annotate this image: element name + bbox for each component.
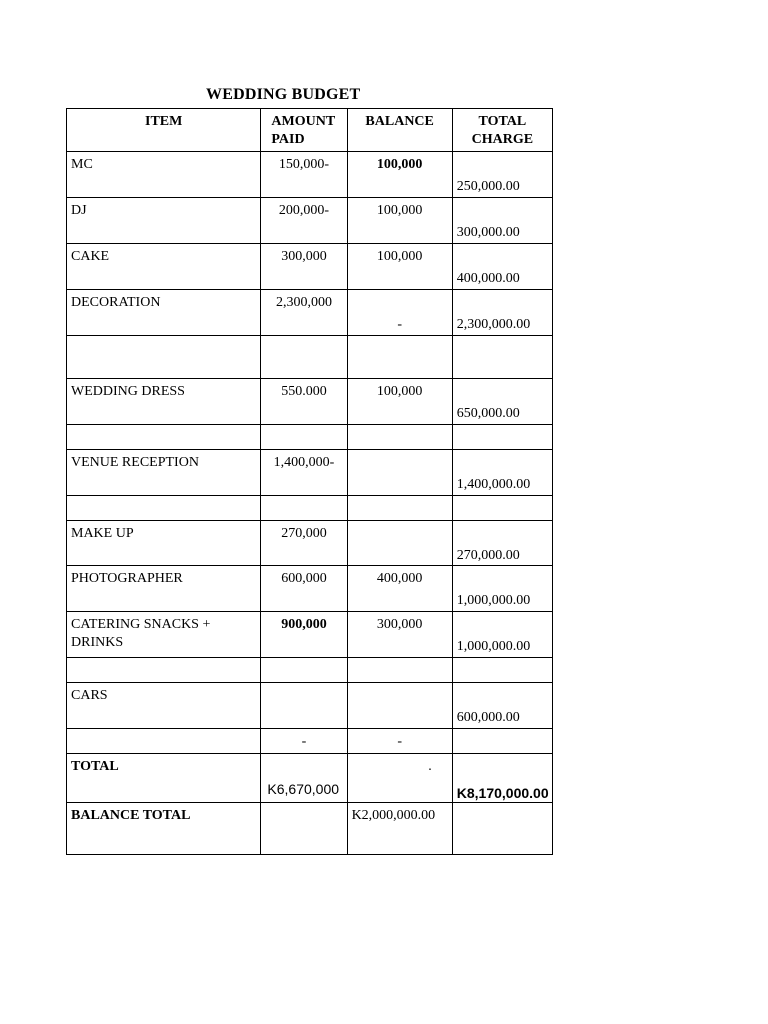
total-charge-cell: 300,000.00 [452, 198, 552, 244]
item-cell [67, 612, 261, 658]
empty-cell [261, 658, 347, 683]
empty-cell [67, 496, 261, 521]
empty-row [67, 336, 553, 379]
balance-cell: 100,000 [347, 244, 452, 290]
header-amount-paid-line1: AMOUNT [271, 114, 336, 129]
table-row [67, 152, 553, 198]
empty-cell [452, 803, 552, 855]
empty-cell [452, 729, 552, 754]
item-cell: CAKE [67, 244, 261, 290]
total-charge-value: K8,170,000.00 [452, 754, 552, 803]
amount-paid-cell: 200,000- [261, 198, 347, 244]
header-balance [347, 109, 452, 152]
empty-row [67, 425, 553, 450]
empty-cell [347, 658, 452, 683]
item-cell: CARS [67, 683, 261, 729]
header-item [67, 109, 261, 152]
empty-cell [67, 729, 261, 754]
item-cell: MAKE UP [67, 521, 261, 566]
amount-paid-cell: 1,400,000- [261, 450, 347, 496]
amount-paid-cell: 900,000 [261, 612, 347, 658]
amount-paid-cell: 270,000 [261, 521, 347, 566]
empty-cell [67, 425, 261, 450]
balance-cell: 300,000 [347, 612, 452, 658]
balance-total-label: BALANCE TOTAL [67, 803, 261, 855]
table-row [67, 244, 553, 290]
total-charge-cell: 650,000.00 [452, 379, 552, 425]
item-cell: VENUE RECEPTION [67, 450, 261, 496]
amount-paid-cell: 2,300,000 [261, 290, 347, 336]
item-cell: WEDDING DRESS [67, 379, 261, 425]
empty-cell [347, 336, 452, 379]
empty-cell [261, 336, 347, 379]
item-cell: PHOTOGRAPHER [67, 566, 261, 612]
header-total-charge [452, 109, 552, 152]
empty-row [67, 496, 553, 521]
total-charge-cell: 250,000.00 [452, 152, 552, 198]
total-charge-cell: 1,000,000.00 [452, 566, 552, 612]
empty-cell [67, 336, 261, 379]
table-row [67, 566, 553, 612]
item-cell: DECORATION [67, 290, 261, 336]
empty-cell [261, 803, 347, 855]
empty-cell [452, 336, 552, 379]
empty-cell [67, 658, 261, 683]
empty-cell [347, 425, 452, 450]
header-amount-paid-line2: PAID [271, 132, 305, 147]
item-cell: MC [67, 152, 261, 198]
total-charge-cell: 1,400,000.00 [452, 450, 552, 496]
balance-cell [347, 450, 452, 496]
amount-paid-cell: 600,000 [261, 566, 347, 612]
empty-cell [261, 496, 347, 521]
header-balance-label: BALANCE [365, 114, 434, 129]
total-row [67, 754, 553, 803]
empty-cell [452, 425, 552, 450]
header-total-charge-line1: TOTAL [478, 114, 527, 129]
balance-total-value: K2,000,000.00 [347, 803, 452, 855]
total-charge-cell: 2,300,000.00 [452, 290, 552, 336]
empty-cell [261, 425, 347, 450]
amount-paid-cell: 300,000 [261, 244, 347, 290]
header-item-label: ITEM [145, 114, 183, 129]
item-cell-line2: DRINKS [71, 635, 124, 650]
balance-cell: 100,000 [347, 379, 452, 425]
table-row [67, 198, 553, 244]
table-row [67, 612, 553, 658]
amount-paid-cell [261, 683, 347, 729]
table-row [67, 290, 553, 336]
balance-cell: - [347, 290, 452, 336]
total-charge-cell: 400,000.00 [452, 244, 552, 290]
total-label: TOTAL [67, 754, 261, 803]
balance-cell: 100,000 [347, 198, 452, 244]
balance-cell: 400,000 [347, 566, 452, 612]
table-row [67, 379, 553, 425]
item-cell-line1: CATERING SNACKS + [71, 617, 211, 632]
header-total-charge-line2: CHARGE [471, 132, 534, 147]
amount-paid-dash: - [261, 729, 347, 754]
table-row [67, 683, 553, 729]
amount-paid-cell: 150,000- [261, 152, 347, 198]
total-charge-cell: 1,000,000.00 [452, 612, 552, 658]
total-charge-cell: 600,000.00 [452, 683, 552, 729]
page-title: WEDDING BUDGET [206, 86, 361, 103]
amount-paid-cell: 550.000 [261, 379, 347, 425]
header-amount-paid [261, 109, 347, 152]
balance-dash: - [347, 729, 452, 754]
table-row [67, 521, 553, 566]
table-row [67, 450, 553, 496]
total-charge-cell: 270,000.00 [452, 521, 552, 566]
balance-cell [347, 683, 452, 729]
balance-total-row [67, 803, 553, 855]
empty-cell [347, 496, 452, 521]
total-amount-paid: K6,670,000 [261, 754, 347, 803]
wedding-budget-table [66, 108, 553, 855]
total-balance-mark: . [347, 754, 452, 803]
dash-row [67, 729, 553, 754]
empty-row [67, 658, 553, 683]
item-cell: DJ [67, 198, 261, 244]
balance-cell [347, 521, 452, 566]
balance-cell: 100,000 [347, 152, 452, 198]
empty-cell [452, 658, 552, 683]
empty-cell [452, 496, 552, 521]
table-header-row [67, 109, 553, 152]
